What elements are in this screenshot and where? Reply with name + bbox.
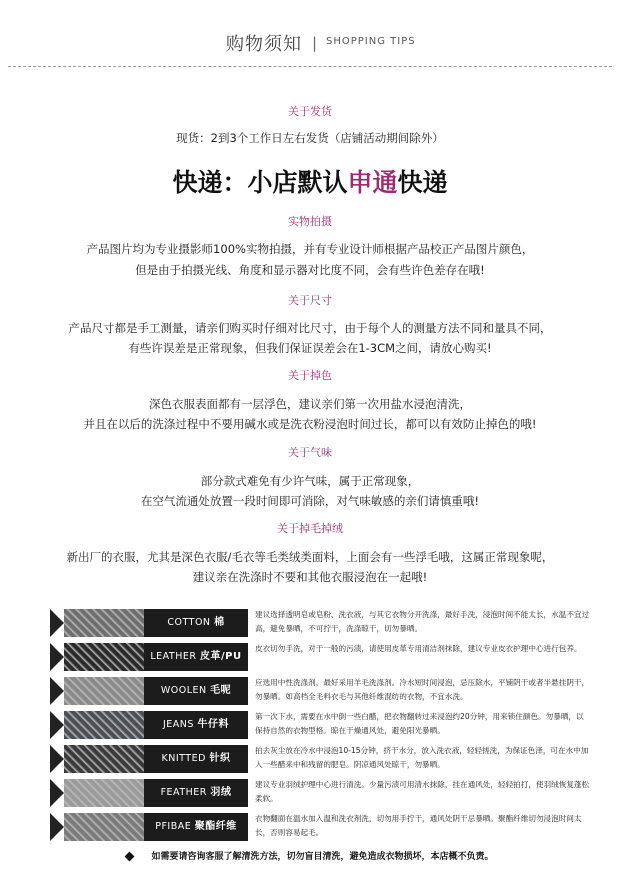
- arrow-icon: [50, 677, 64, 705]
- fabric-row-jeans: [50, 710, 585, 740]
- arrow-icon: [50, 779, 64, 807]
- fabric-swatch-group: [50, 643, 248, 671]
- size-title: 关于尺寸: [288, 294, 332, 307]
- shipping-line: 现货：2到3个工作日左右发货（店铺活动期间除外）: [176, 131, 444, 145]
- header-separator: |: [312, 34, 318, 52]
- photo-line-1: 产品图片均为专业摄影师100%实物拍摄，并有专业设计师根据产品校正产品图片颜色，: [86, 242, 534, 256]
- fabric-name-en: PFIBAE: [155, 821, 192, 832]
- fabric-name-en: WOOLEN: [160, 685, 207, 696]
- fabric-label: [144, 677, 248, 705]
- express-highlight: 申通: [347, 168, 398, 197]
- fabric-swatch: [64, 711, 144, 739]
- fabric-swatch-group: [50, 677, 248, 705]
- arrow-icon: [50, 813, 64, 841]
- fabric-care-text: 建议选择透明皂或皂粉、洗衣液，与其它衣物分开洗涤，最好手洗，浸泡时间不能太长，水温不宜过高，避免暴晒，不可拧干，洗涤晾干，切勿暴晒。: [255, 610, 590, 633]
- photo-line-2: 但是由于拍摄光线、角度和显示器对比度不同，会有些许色差存在哦!: [135, 263, 485, 277]
- fabric-care-text: 皮衣切勿手洗，对于一般的污渍，请使用皮革专用清洁剂抹除，建议专业皮衣护理中心进行包养。: [255, 644, 582, 653]
- fabric-row-cotton: [50, 608, 590, 638]
- fabric-swatch: [64, 779, 144, 807]
- fabric-row-knitted: [50, 744, 589, 774]
- fabric-swatch-group: [50, 779, 248, 807]
- smell-line-2: 在空气流通处放置一段时间即可消除，对气味敏感的亲们请慎重哦!: [140, 494, 480, 508]
- fade-line-1: 深色衣服表面都有一层浮色，建议亲们第一次用盐水浸泡清洗，: [149, 397, 471, 411]
- shipping-title: 关于发货: [288, 105, 332, 118]
- fade-title: 关于掉色: [288, 369, 332, 382]
- header-title-en: SHOPPING TIPS: [326, 36, 416, 47]
- smell-line-1: 部分款式难免有少许气味，属于正常现象，: [200, 474, 420, 488]
- fabric-care-text: 拍去灰尘放在冷水中浸泡10-15分钟，挤干水分，放入洗衣液，轻轻搓洗，为保证色泽，可在水中加入一些醋来中和残留的肥皂。阴凉通风处晾干，勿暴晒。: [255, 746, 589, 769]
- fabric-row-woolen: [50, 676, 590, 706]
- fabric-name-zh: 棉: [214, 617, 225, 628]
- fabric-swatch: [64, 677, 144, 705]
- fade-line-2: 并且在以后的洗涤过程中不要用碱水或是洗衣粉浸泡时间过长，都可以有效防止掉色的哦!: [83, 417, 537, 431]
- pilling-line-1: 新出厂的衣服，尤其是深色衣服/毛衣等毛类绒类面料，上面会有一些浮毛哦，这属正常现象呢，: [66, 550, 554, 564]
- fabric-swatch: [64, 745, 144, 773]
- express-prefix: 快递：小店默认: [172, 168, 348, 197]
- arrow-icon: [50, 711, 64, 739]
- footer-note: [0, 849, 620, 862]
- fabric-care-text: 第一次下水，需要在水中倒一些白醋，把衣物翻转过来浸泡约20分钟，用来锁住颜色。勿暴晒，以保持自然的衣物型格。晾在干燥通风处，避免阳光暴晒。: [255, 712, 584, 735]
- fabric-row-feather: [50, 778, 590, 808]
- page-header: [0, 30, 620, 60]
- fabric-name-zh: 聚酯纤维: [194, 821, 237, 832]
- fabric-swatch: [64, 609, 144, 637]
- fabric-row-pfibae: [50, 812, 585, 842]
- bullet-icon: [125, 852, 135, 862]
- fabric-swatch-group: [50, 745, 248, 773]
- fabric-name-en: FEATHER: [160, 787, 207, 798]
- fabric-label: [144, 745, 248, 773]
- fabric-name-en: COTTON: [167, 617, 211, 628]
- fabric-label: [144, 643, 248, 671]
- fabric-label: [144, 609, 248, 637]
- fabric-swatch-group: [50, 711, 248, 739]
- fabric-care-text: 衣物翻面在温水加入温和洗衣剂洗，切勿用手拧干，通风处阴干忌暴晒。聚酯纤维切勿浸泡时间太长，否则容易起毛。: [255, 814, 582, 837]
- fabric-swatch: [64, 643, 144, 671]
- fabric-name-zh: 牛仔料: [197, 719, 229, 730]
- fabric-label: [144, 779, 248, 807]
- fabric-name-zh: 皮革/PU: [200, 651, 242, 662]
- fabric-label: [144, 711, 248, 739]
- arrow-icon: [50, 643, 64, 671]
- fabric-swatch-group: [50, 609, 248, 637]
- pilling-title: 关于掉毛掉绒: [277, 522, 343, 535]
- footer-text: 如需要请咨询客服了解清洗方法，切勿盲目清洗，避免造成衣物损坏，本店概不负责。: [151, 852, 494, 862]
- fabric-name-en: KNITTED: [161, 753, 206, 764]
- photo-title: 实物拍摄: [288, 215, 332, 228]
- arrow-icon: [50, 609, 64, 637]
- fabric-swatch: [64, 813, 144, 841]
- pilling-line-2: 建议亲在洗涤时不要和其他衣服浸泡在一起哦!: [192, 570, 428, 584]
- express-suffix: 快递: [397, 168, 448, 197]
- size-line-2: 有些许误差是正常现象，但我们保证误差会在1-3CM之间，请放心购买!: [128, 341, 492, 355]
- fabric-name-en: JEANS: [163, 719, 194, 730]
- fabric-name-en: LEATHER: [150, 651, 197, 662]
- fabric-label: [144, 813, 248, 841]
- header-title-zh: 购物须知: [226, 34, 302, 55]
- header-divider: [8, 66, 612, 67]
- arrow-icon: [50, 745, 64, 773]
- fabric-row-leather: [50, 642, 585, 672]
- fabric-swatch-group: [50, 813, 248, 841]
- fabric-name-zh: 针织: [209, 753, 231, 764]
- fabric-name-zh: 毛呢: [210, 685, 232, 696]
- express-line: [0, 163, 620, 199]
- fabric-care-text: 应选用中性洗涤剂，最好采用羊毛洗涤剂。冷水短时间浸泡，忌压除水，平铺阴干或者半悬挂阴干，勿暴晒。如高档全毛料衣毛与其他纤维混纺的衣物，不宜水洗。: [255, 678, 590, 701]
- fabric-name-zh: 羽绒: [210, 787, 232, 798]
- size-line-1: 产品尺寸都是手工测量，请亲们购买时仔细对比尺寸，由于每个人的测量方法不同和量具不同，: [68, 321, 552, 335]
- fabric-care-text: 建议专业羽绒护理中心进行清洗。少量污渍可用清水抹除，挂在通风处，轻轻拍打，使羽绒恢复蓬松柔软。: [255, 780, 590, 803]
- smell-title: 关于气味: [288, 446, 332, 459]
